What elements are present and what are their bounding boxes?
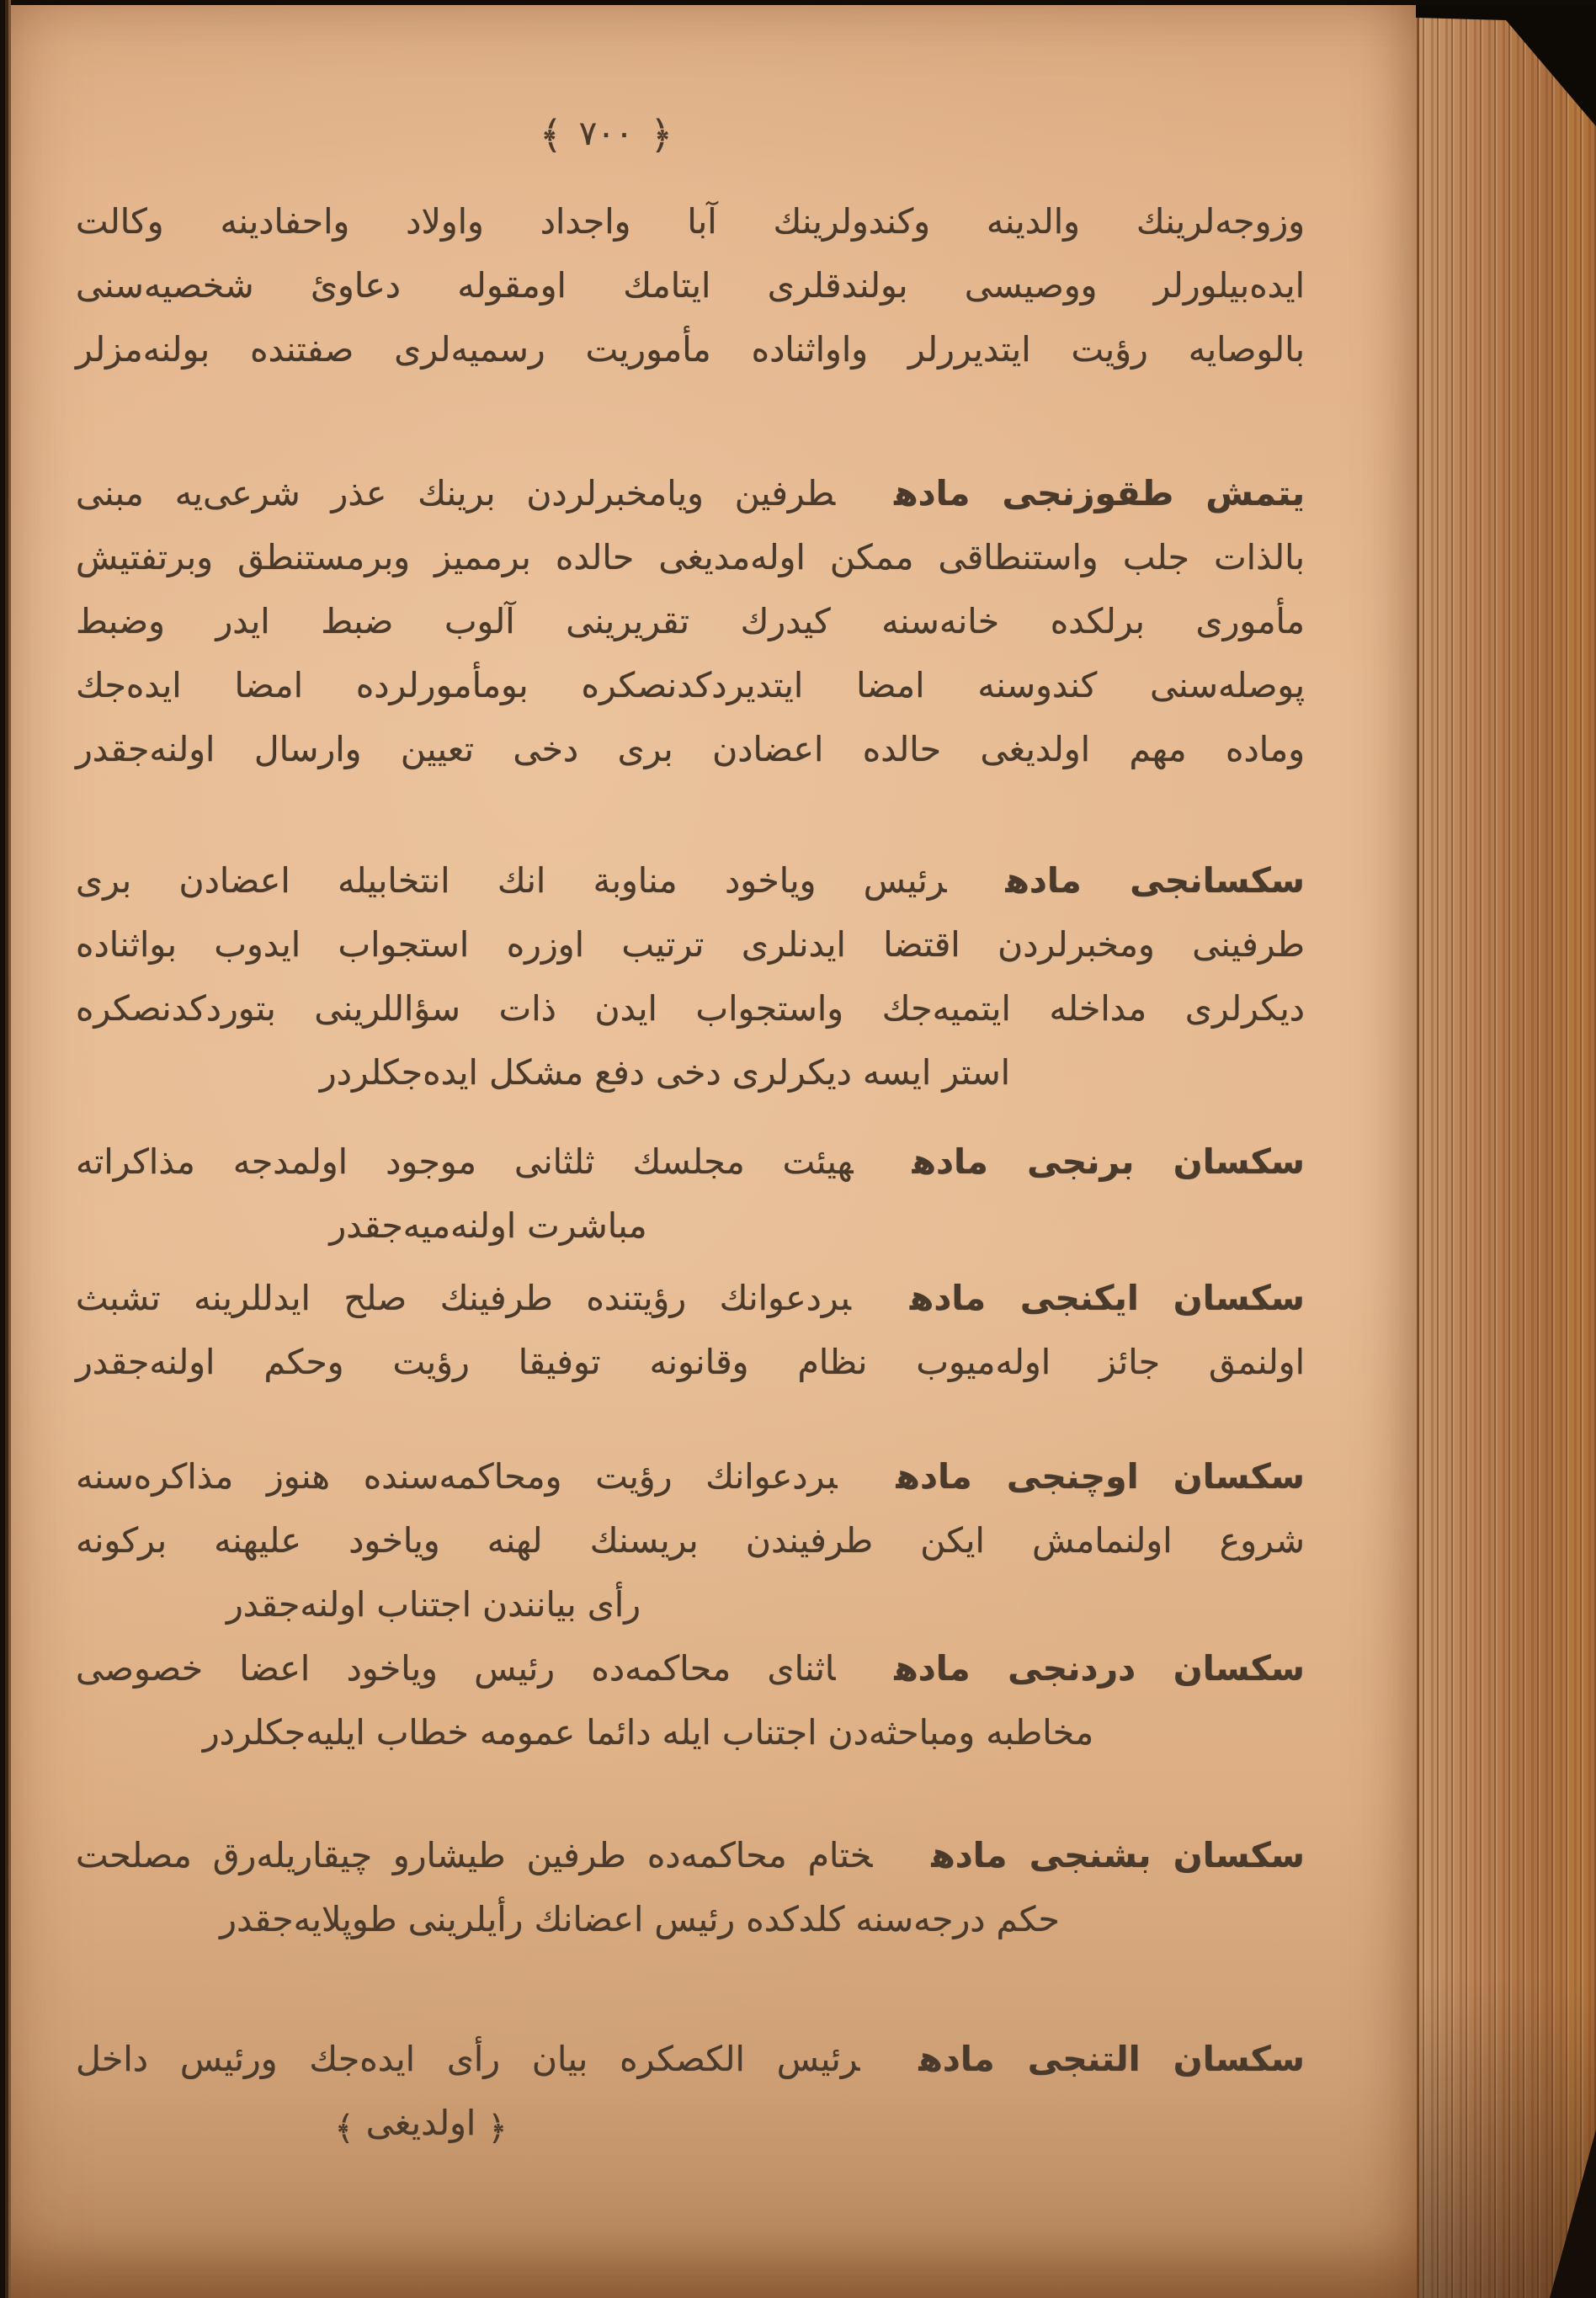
text-line: پوصله‌سنى كندوسنه امضا ايتديردكدنصكره بومأمورلرده امضا ايده‌جك — [76, 665, 1305, 705]
page-text-block — [76, 5, 1305, 2161]
text-run: بردعوانك رؤيت ومحاكمه‌سنده هنوز مذاكره‌سنه — [76, 1456, 838, 1497]
text-line: رأى بيانندن اجتناب اولنه‌جقدر — [226, 1584, 641, 1625]
text-line — [76, 1444, 1305, 1508]
text-line: وزوجه‌لرينك والدينه وكندولرينك آبا واجداد واولاد واحفادينه وكالت — [76, 201, 1305, 242]
ornate-bracket-right-icon: ﴿ — [487, 2109, 508, 2148]
text-line: ديكرلرى مداخله ايتميه‌جك واستجواب ايدن ذات سؤاللرينى بتوردكدنصكره — [76, 988, 1305, 1029]
catchword-text: اولديغى — [365, 2103, 476, 2143]
text-line — [76, 461, 1305, 525]
scan-left-edge — [0, 0, 11, 2298]
text-line — [76, 1823, 1305, 1887]
text-run: اثناى محاكمه‌ده رئيس وياخود اعضا خصوصى — [76, 1648, 836, 1689]
text-run: بردعوانك رؤيتنده طرفينك صلح ايدللرينه تشبث — [76, 1278, 851, 1318]
ornate-bracket-left-icon: ﴾ — [539, 112, 562, 157]
article-heading: سكسان دردنجى ماده — [894, 1648, 1305, 1689]
text-line — [76, 2027, 1305, 2091]
text-run: هيئت مجلسك ثلثانى موجود اولمدجه مذاكراته — [76, 1141, 854, 1182]
ornate-bracket-right-icon: ﴿ — [650, 112, 673, 157]
scan-top-edge — [0, 0, 1596, 5]
text-line: بالوصايه رؤيت ايتديررلر واواثناده مأموريت رسميه‌لرى صفتنده بولنه‌مزلر — [76, 329, 1305, 370]
paragraph-article-82 — [76, 1266, 1305, 1394]
paragraph-intro — [76, 189, 1305, 381]
book-fore-edge-pages — [1417, 0, 1596, 2298]
article-heading: يتمش طقوزنجى ماده — [894, 473, 1305, 513]
article-heading: سكسان التنجى ماده — [918, 2039, 1305, 2079]
paragraph-article-83 — [76, 1444, 1305, 1636]
text-run: رئيس الكصكره بيان رأى ايده‌جك ورئيس داخل — [76, 2039, 860, 2079]
text-line — [76, 848, 1305, 912]
text-line: مباشرت اولنه‌ميه‌جقدر — [329, 1205, 647, 1246]
text-run: ختام محاكمه‌ده طرفين طيشارو چيقاريله‌رق مصلحت — [76, 1835, 873, 1875]
page-number-row — [0, 5, 1221, 160]
text-line: طرفينى ومخبرلردن اقتضا ايدنلرى ترتيب اوزره استجواب ايدوب بواثناده — [76, 924, 1305, 965]
text-line: شروع اولنمامش ايكن طرفيندن بريسنك لهنه وياخود عليهنه بركونه — [76, 1520, 1305, 1561]
ornate-bracket-left-icon: ﴾ — [334, 2109, 354, 2148]
text-run: طرفين ويامخبرلردن برينك عذر شرعى‌يه مبنى — [76, 473, 836, 513]
article-heading: سكسان ايكنجى ماده — [909, 1278, 1305, 1318]
text-line — [76, 1266, 1305, 1330]
article-heading: سكسان اوچنجى ماده — [896, 1456, 1305, 1497]
text-line: وماده مهم اولديغى حالده اعضادن برى دخى تعيين وارسال اولنه‌جقدر — [76, 729, 1305, 769]
text-line — [76, 1130, 1305, 1194]
text-line: بالذات جلب واستنطاقى ممكن اوله‌مديغى حالده برمميز وبرمستنطق وبرتفتيش — [76, 537, 1305, 577]
catchword-row — [76, 2091, 1305, 2161]
paragraph-article-81 — [76, 1130, 1305, 1258]
text-line: مأمورى برلكده خانه‌سنه كيدرك تقريرينى آلوب ضبط ايدر وضبط — [76, 601, 1305, 641]
page-number: ٧٠٠ — [578, 114, 634, 153]
text-run: رئيس وياخود مناوبة انك انتخابيله اعضادن برى — [76, 860, 947, 901]
article-heading: سكسان بشنجى ماده — [931, 1835, 1305, 1875]
paragraph-article-86 — [76, 2027, 1305, 2161]
article-heading: سكسان برنجى ماده — [912, 1141, 1305, 1182]
text-line: مخاطبه ومباحثه‌دن اجتناب ايله دائما عمومه خطاب ايليه‌جكلردر — [202, 1712, 1094, 1753]
text-line: ايده‌بيلورلر ووصيسى بولندقلرى ايتامك اومقوله دعاوئ شخصيه‌سنى — [76, 265, 1305, 306]
paragraph-article-80 — [76, 848, 1305, 1104]
paragraph-article-84 — [76, 1636, 1305, 1764]
text-line: حكم درجه‌سنه كلدكده رئيس اعضانك رأيلرينى طوپلايه‌جقدر — [220, 1899, 1060, 1939]
text-line — [76, 1636, 1305, 1700]
book-page-paper — [11, 5, 1419, 2298]
text-line: استر ايسه ديكرلرى دخى دفع مشكل ايده‌جكلردر — [319, 1052, 1011, 1093]
paragraph-article-79 — [76, 461, 1305, 781]
article-heading: سكسانجى ماده — [1005, 860, 1305, 901]
paragraph-article-85 — [76, 1823, 1305, 1951]
text-line: اولنمق جائز اوله‌ميوب نظام وقانونه توفيقا رؤيت وحكم اولنه‌جقدر — [76, 1342, 1305, 1382]
